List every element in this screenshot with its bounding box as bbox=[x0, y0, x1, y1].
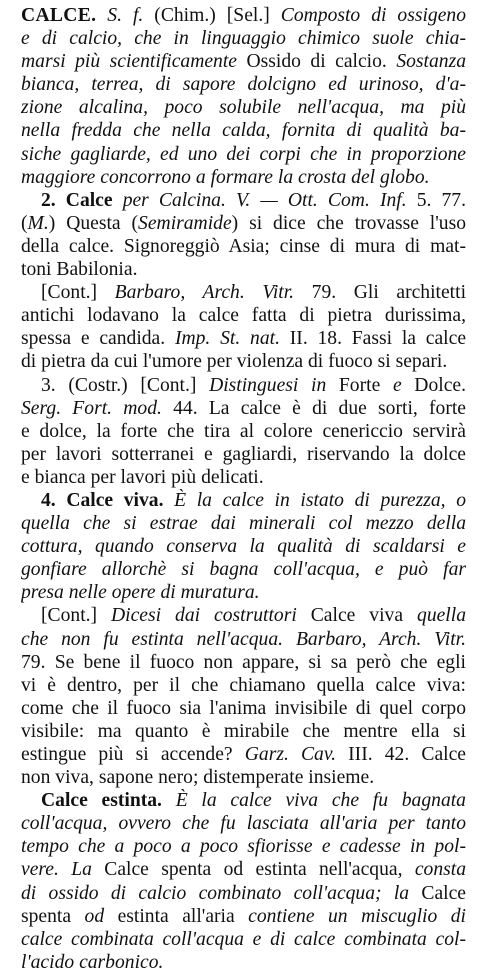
text-line bbox=[21, 374, 466, 397]
text-line bbox=[21, 143, 466, 166]
text-run: od bbox=[84, 905, 105, 927]
text-line bbox=[21, 212, 466, 235]
text-line bbox=[21, 882, 466, 905]
text-run: È la calce in istato di purezza, o bbox=[174, 489, 466, 511]
text-line bbox=[21, 96, 466, 119]
text-line bbox=[21, 535, 466, 558]
text-run: 3. (Costr.) [Cont.] bbox=[41, 374, 210, 396]
text-run: Dicesi dai costruttori bbox=[111, 605, 297, 627]
text-run: Composto di ossigeno bbox=[280, 5, 466, 26]
text-run: II. 18. Fassi la calce bbox=[279, 328, 466, 350]
text-run: marsi più scientificamente bbox=[21, 51, 237, 73]
text-line bbox=[21, 397, 466, 420]
text-run: per Calcina. V. — Ott. Com. Inf. bbox=[122, 189, 407, 211]
text-run: e bianca per lavori più delicati. bbox=[21, 466, 264, 488]
text-run: Calce estinta. bbox=[41, 790, 162, 812]
text-line bbox=[21, 420, 466, 443]
text-line bbox=[21, 951, 466, 974]
text-run: e dolce, la forte che tira al colore cenericcio servirà bbox=[21, 420, 466, 442]
text-line bbox=[21, 835, 466, 858]
text-run: contiene un miscuglio di bbox=[248, 905, 466, 927]
text-run: 5. 77. bbox=[406, 189, 466, 211]
text-run: cottura, quando conserva la qualità di scaldarsi e bbox=[21, 536, 466, 558]
text-run bbox=[113, 190, 123, 211]
text-line bbox=[21, 558, 466, 581]
text-line bbox=[21, 27, 466, 50]
text-run: Calce bbox=[409, 882, 466, 904]
text-run: estingue più si accende? bbox=[21, 744, 245, 765]
text-run: zione alcalina, poco solubile nell'acqua, ma più bbox=[21, 97, 466, 119]
text-run: siche gagliarde, ed uno dei corpi che in proporzione bbox=[21, 143, 466, 165]
sense-4-calce-viva bbox=[21, 489, 466, 604]
text-line bbox=[21, 858, 466, 881]
text-run: ) Questa ( bbox=[48, 212, 139, 234]
text-line bbox=[21, 928, 466, 951]
text-run bbox=[162, 790, 176, 811]
text-line bbox=[21, 651, 466, 674]
text-run: come che il fuoco sia l'anima invisibile di quel corpo bbox=[21, 697, 466, 719]
text-line bbox=[21, 350, 466, 373]
text-run: tempo che a poco a poco sfiorisse e cadesse in pol- bbox=[21, 836, 466, 858]
text-line bbox=[21, 443, 466, 466]
text-run: 79. Gli architetti bbox=[294, 282, 466, 304]
text-line bbox=[21, 789, 466, 812]
text-run: e bbox=[392, 374, 402, 396]
text-line bbox=[21, 697, 466, 720]
text-run: Barbaro, Arch. Vitr. bbox=[114, 282, 295, 304]
text-line bbox=[21, 466, 466, 489]
text-run: Distinguesi in bbox=[209, 374, 327, 396]
text-line bbox=[21, 743, 466, 766]
text-run: toni Babilonia. bbox=[21, 259, 138, 281]
text-run: S. f. bbox=[107, 5, 144, 26]
text-run: consta bbox=[414, 859, 466, 881]
text-run: Dolce. bbox=[401, 374, 466, 396]
sense-3-forte-dolce bbox=[21, 374, 466, 489]
text-line bbox=[21, 189, 466, 212]
text-run: gonfiare allorchè si bagna coll'acqua, e può far bbox=[21, 559, 466, 581]
text-run: M. bbox=[27, 212, 49, 234]
text-run: quella che si estrae dai minerali col mezzo della bbox=[21, 513, 466, 535]
text-line bbox=[21, 766, 466, 789]
text-line bbox=[21, 4, 466, 27]
text-run: maggiore concorrono a formare la crosta del globo. bbox=[21, 166, 430, 188]
text-line bbox=[21, 628, 466, 651]
text-run: 2. Calce bbox=[41, 189, 113, 211]
text-line bbox=[21, 235, 466, 258]
text-run: III. 42. Calce bbox=[336, 744, 466, 765]
text-line bbox=[21, 512, 466, 535]
text-run: Forte bbox=[326, 374, 393, 396]
text-run: visibile: ma quanto è mirabile che mentre ella si bbox=[21, 720, 466, 742]
text-run: Serg. Fort. mod. bbox=[21, 397, 162, 419]
text-run: presa nelle opere di muratura. bbox=[21, 582, 260, 604]
text-run: 79. Se bene il fuoco non appare, si sa però che egli bbox=[21, 651, 466, 673]
sense-2-calcina bbox=[21, 189, 466, 281]
text-line bbox=[21, 327, 466, 350]
text-run: per lavori sotterranei e gagliardi, riservando la dolce bbox=[21, 443, 466, 465]
text-run: Sostanza bbox=[396, 51, 466, 73]
text-run: spenta bbox=[21, 905, 85, 927]
text-run: bianca, terrea, di sapore dolcigno ed urinoso, d'a- bbox=[21, 74, 466, 96]
text-run: di ossido di calcio combinato coll'acqua; bbox=[21, 882, 382, 904]
text-run: 44. La calce è di due sorti, forte bbox=[161, 397, 466, 419]
text-run: CALCE. bbox=[21, 5, 97, 26]
text-run: antichi lodavano la calce fatta di pietra durissima, bbox=[21, 305, 466, 327]
text-line bbox=[21, 119, 466, 142]
text-line bbox=[21, 604, 466, 627]
entry-definition bbox=[21, 4, 466, 189]
text-run: che non fu estinta nell'acqua. bbox=[21, 628, 284, 650]
text-line bbox=[21, 905, 466, 928]
text-run: È la calce viva che fu bagnata bbox=[175, 790, 466, 812]
text-run bbox=[163, 490, 174, 511]
text-run: la bbox=[393, 882, 410, 904]
text-run: della calce. Signoreggiò Asia; cinse di mura di mat- bbox=[21, 235, 466, 257]
text-line bbox=[21, 489, 466, 512]
text-run: ) si dice che trovasse l'uso bbox=[231, 212, 466, 234]
text-run: Calce viva bbox=[296, 605, 418, 627]
text-run: Barbaro, Arch. Vitr. bbox=[295, 628, 466, 650]
text-run: e di calcio, che in linguaggio chimico suole chia- bbox=[21, 28, 466, 50]
text-run: calce combinata coll'acqua e di calce combinata col- bbox=[21, 928, 466, 950]
text-run: Calce spenta od estinta nell'acqua, bbox=[91, 859, 415, 881]
text-line bbox=[21, 258, 466, 281]
text-line bbox=[21, 281, 466, 304]
text-run: Imp. St. nat. bbox=[174, 328, 280, 350]
text-line bbox=[21, 304, 466, 327]
text-run: Ossido di calcio. bbox=[236, 51, 397, 73]
text-run bbox=[382, 883, 394, 904]
text-run: vi è dentro, per il che chiamano quella calce viva: bbox=[21, 674, 466, 696]
text-run: vere. La bbox=[21, 859, 92, 881]
text-run: 4. Calce viva. bbox=[41, 489, 164, 511]
text-line bbox=[21, 166, 466, 189]
sense-calce-estinta bbox=[21, 789, 466, 974]
text-run: di pietra da cui l'umore per violenza di fuoco si separi. bbox=[21, 351, 448, 373]
text-run: Semiramide bbox=[138, 212, 232, 234]
text-line bbox=[21, 812, 466, 835]
text-run: ( bbox=[21, 212, 28, 234]
text-run: [Cont.] bbox=[41, 605, 112, 627]
text-line bbox=[21, 73, 466, 96]
text-run: estinta all'aria bbox=[104, 905, 249, 927]
text-line bbox=[21, 674, 466, 697]
text-run: nella fredda che nella calda, fornita di qualità ba- bbox=[21, 120, 466, 142]
text-line bbox=[21, 720, 466, 743]
text-run bbox=[283, 629, 296, 650]
text-run: (Chim.) [Sel.] bbox=[143, 5, 281, 26]
text-run: quella bbox=[417, 605, 466, 627]
text-run: Garz. Cav. bbox=[244, 744, 336, 765]
text-run: non viva, sapone nero; distemperate insieme. bbox=[21, 767, 375, 789]
citation-costruttori bbox=[21, 604, 466, 789]
text-line bbox=[21, 581, 466, 604]
text-run bbox=[96, 5, 107, 26]
text-line bbox=[21, 50, 466, 73]
text-run: l'acido carbonico. bbox=[21, 951, 164, 973]
text-run: coll'acqua, ovvero che fu lasciata all'aria per tanto bbox=[21, 813, 466, 835]
citation-barbaro bbox=[21, 281, 466, 373]
text-run: [Cont.] bbox=[41, 282, 115, 304]
text-run: spessa e candida. bbox=[21, 328, 175, 350]
